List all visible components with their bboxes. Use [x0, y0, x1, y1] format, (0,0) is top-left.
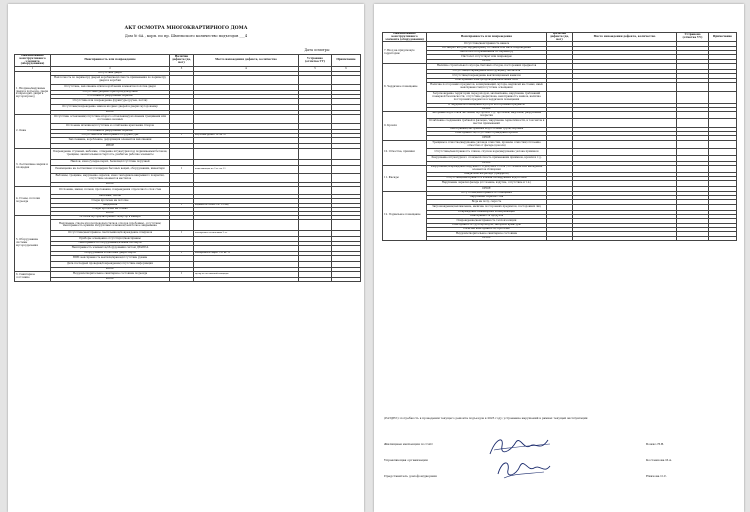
table-header-row: [383, 33, 737, 42]
defect-presence-cell: [547, 112, 573, 119]
defect-presence-cell: [170, 220, 194, 231]
signer-name-3: Ниязова О.С.: [646, 474, 668, 478]
defect-presence-cell: 1: [170, 165, 194, 174]
defect-description-cell: Неисправность/отсутствие ограждения кровли: [427, 132, 547, 136]
defect-description-cell: Наличие строительного мусора, бытовых отходов, посторонних предметов: [427, 63, 547, 69]
table-row: [15, 115, 361, 124]
defect-presence-cell: 1: [170, 272, 194, 278]
fixed-mark-cell: [677, 112, 709, 119]
defect-description-cell: Нарушение окраски стен: [427, 196, 547, 200]
fixed-mark-cell: [677, 82, 709, 91]
column-header: Устранено (отметка УУ): [299, 55, 332, 67]
remark-cell: [709, 236, 737, 240]
defect-description-cell: Запотевание, коробление, деформация элементов заполнения: [51, 138, 170, 144]
table-row: [15, 220, 361, 231]
defect-description-cell: Неплотность по периметру дверей коробки/неплотность примыкания по периметру двери и коробки: [51, 76, 170, 85]
element-name-cell: 6. Санитарное состояние: [15, 272, 51, 282]
defect-presence-cell: 1: [170, 134, 194, 138]
defect-presence-cell: [547, 82, 573, 91]
defect-presence-cell: [547, 91, 573, 103]
defect-presence-cell: 1: [170, 251, 194, 255]
defect-description-cell: Выбоины, трещины, нарушение окраски, износ материала накрывного покрытия, отсутствие элементов настилов: [51, 174, 170, 183]
defect-description-cell: Отслоение и разрушение окраски: [51, 129, 170, 133]
remark-cell: [709, 91, 737, 103]
act-title: АКТ ОСМОТРА МНОГОКВАРТИРНОГО ДОМА: [124, 26, 248, 31]
defect-description-cell: Отсутствие или повреждение фурнитуры (ручек, петли): [51, 99, 170, 105]
remark-cell: [332, 186, 361, 195]
element-name-cell: 9. Кровля: [383, 112, 427, 140]
defect-description-cell: ИНОЕ: [51, 182, 170, 186]
defect-description-cell: Неплотность примыкания по периметру: [427, 50, 547, 54]
defect-description-cell: Неудовлетворительное санитарное состояние: [427, 232, 547, 236]
defect-location-cell: [194, 115, 299, 124]
defect-presence-cell: 1: [170, 203, 194, 207]
signer-name-2: Костенкова И.А.: [646, 458, 673, 462]
defect-description-cell: Остатки мусора/засоренность/мусор в камере: [51, 216, 170, 220]
defect-location-cell: [573, 140, 677, 149]
defect-location-cell: отсутствие ручки 1 эт. кв. 29: [194, 134, 299, 138]
remark-cell: [332, 220, 361, 231]
defect-description-cell: ИНОЕ: [51, 278, 170, 282]
column-header: Примечание: [709, 33, 737, 42]
defect-location-cell: мусор на лестничной площадке: [194, 272, 299, 278]
defect-description-cell: ИНОЕ: [51, 144, 170, 148]
defect-description-cell: Ослабление соединения гребней и фальцев / нарушение герметичности, в том числе в местах примыканий: [427, 118, 547, 127]
table-header-row: [15, 55, 361, 67]
table-row: [383, 166, 737, 173]
table-row: [383, 82, 737, 91]
defect-description-cell: Следы протечек на стенах: [51, 207, 170, 211]
defect-presence-cell: [170, 186, 194, 195]
defect-description-cell: Отсутствие остекления/отсутствие второго остекления/дополнения трещинами или состояния оконных: [51, 115, 170, 124]
defect-description-cell: Повреждение ступеней, выбоины, отпадение штукатурки под поднимаемым бетоном, трещины, значительная истертость, разбитые рабочие элементы: [51, 148, 170, 159]
defect-presence-cell: [170, 278, 194, 282]
remark-cell: [332, 115, 361, 124]
column-header: Неисправность или повреждение: [51, 55, 170, 67]
defect-description-cell: Отсутствие/повреждение замков входных дверей в дверях мусорокамер: [51, 105, 170, 111]
defect-description-cell: Вандализм: [51, 203, 170, 207]
defect-description-cell: ИНОЕ: [427, 136, 547, 140]
column-header: Наименование конструктивного элемента (оборудования): [15, 55, 51, 67]
defect-description-cell: Вода на полу, сырость: [427, 200, 547, 204]
element-name-cell: 2. Окна: [15, 115, 51, 148]
defect-description-cell: Отсутствие, заполнение и/или коробления элементов полотна двери: [51, 84, 170, 90]
defect-description-cell: Трещины в отмостке/нарушение уклонов отмостки, провалы отмостки/отслоение отмостки от фасада (цоколя): [427, 140, 547, 149]
remark-cell: [709, 140, 737, 149]
fixed-mark-cell: [299, 186, 332, 195]
signer-name-1: Божко Н.В.: [646, 442, 665, 446]
defect-description-cell: Загромождение территории перед входом, захламление, нарушение требований пожарной безопасности, отсутствие двери/люка, неисправность замков, наличие посторонних предметов в чердачном помещении: [427, 91, 547, 103]
table-row: [383, 91, 737, 103]
defect-description-cell: Выбоины, сколы: [51, 195, 170, 199]
defect-location-cell: [194, 174, 299, 183]
column-header: Место нахождения дефекта, количество: [573, 33, 677, 42]
defect-presence-cell: [547, 236, 573, 240]
remark-cell: [332, 165, 361, 174]
defect-description-cell: ИНОЕ: [51, 111, 170, 115]
defect-description-cell: Размещение на лестничных площадках бытовых вещей, оборудования, инвентаря: [51, 165, 170, 174]
column-number: 2: [51, 67, 170, 72]
table-row: [383, 140, 737, 149]
defect-description-cell: Отсутствие/неисправность элементов наружных водостоков: [427, 176, 547, 180]
table-row: [15, 278, 361, 282]
signer-role-2: Управляющая организация: [384, 458, 428, 462]
fixed-mark-cell: [299, 220, 332, 231]
column-header: Наименование конструктивного элемента (оборудования): [383, 33, 427, 42]
defect-location-cell: [573, 118, 677, 127]
fixed-mark-cell: [677, 140, 709, 149]
table-row: [15, 76, 361, 85]
act-subtitle: Дом № 6А , корп. по пр. Шмельского количество подъездов ___4: [124, 34, 248, 38]
defect-description-cell: Отсутствие/повреждение вентиляционных каналов: [427, 74, 547, 78]
fixed-mark-cell: [299, 278, 332, 282]
defect-location-cell: [194, 186, 299, 195]
column-number: 3: [170, 67, 194, 72]
defect-description-cell: Пистолет отсутствует или поврежден: [427, 55, 547, 59]
defect-description-cell: Неисправная электропроводка/кабельные сети: [427, 78, 547, 82]
element-name-cell: 10. Отмостка, приямки: [383, 140, 427, 165]
remark-cell: [332, 174, 361, 183]
defect-description-cell: Загромождение/захламление, наличие посторонних предметов, посторонних лиц: [427, 204, 547, 210]
defect-description-cell: ИНОЕ: [51, 267, 170, 271]
defect-description-cell: Оборудование и шахтные двери лифта: [51, 251, 170, 255]
defect-description-cell: Разрушение/повреждение наружного отделочного слоя / отслоение или выпадение элементов облицовки: [427, 166, 547, 173]
defect-description-cell: ИНОЕ: [427, 108, 547, 112]
defect-location-cell: вещи жильцов на 3 эт. кв. 11: [194, 165, 299, 174]
column-number: 5: [299, 67, 332, 72]
element-name-cell: 5. Оборудование системы мусороудаления: [15, 216, 51, 272]
remark-cell: [709, 118, 737, 127]
remark-cell: [709, 112, 737, 119]
defect-description-cell: Не закрыт вход на чердак/крышу по линии или иное повреждение: [427, 46, 547, 50]
defect-description-cell: Повреждение инженерных коммуникаций: [427, 210, 547, 214]
defect-presence-cell: [547, 166, 573, 173]
defect-location-cell: [194, 148, 299, 159]
inspection-date-label: Дата осмотра:: [304, 48, 330, 52]
element-name-cell: 4. Стены, потолки подъезда: [15, 186, 51, 215]
defect-presence-cell: [170, 174, 194, 183]
defect-description-cell: Следы протечек на потолке: [51, 199, 170, 203]
column-header: Наличие дефекта (да, нет): [170, 55, 194, 67]
defect-presence-cell: 1: [170, 231, 194, 237]
signer-role-1: Жилищная инспекция по САО: [384, 442, 433, 446]
remark-cell: [332, 278, 361, 282]
defect-description-cell: Отсутствие/неисправное светильников/повреждение плафонов: [51, 231, 170, 237]
column-header: Неисправность или повреждение: [427, 33, 547, 42]
defect-description-cell: Вандализм на фасаде (граффити): [427, 172, 547, 176]
defect-description-cell: Засорение водостоков листьями, мусором и т.д., протечки, надсечки, разрушение покрытия: [427, 112, 547, 119]
handwritten-signature-2: [494, 456, 554, 482]
element-name-cell: 3. Лестничные марши и площадки: [15, 148, 51, 186]
defect-description-cell: Отсутствие или неисправность фурнитуры: [51, 134, 170, 138]
defect-description-cell: Отсутствие/неисправность сливов, спусков воды/нарушение уклона приямков: [427, 149, 547, 155]
defect-location-cell: [194, 76, 299, 85]
defect-description-cell: Наличие неисправности, протечек: [427, 228, 547, 232]
defect-location-cell: [194, 278, 299, 282]
fixed-mark-cell: [299, 174, 332, 183]
footer-note: (РАЗДЕЛ): потребность в проведении текущего ремонта подъездов в 2025 году; устранение нарушений в рамках текущей эксплуатации: [384, 416, 588, 420]
defect-location-cell: неисправны светильники 2 эт.: [194, 231, 299, 237]
defect-description-cell: Дата последней проверки/повреждение/отсутствие информации: [51, 261, 170, 267]
defect-location-cell: [573, 166, 677, 173]
defect-location-cell: [573, 82, 677, 91]
element-name-cell: 7. Вход на придомовую территорию: [383, 42, 427, 63]
table-row: [15, 148, 361, 159]
defect-description-cell: Неудовлетворительное санитарное состояние подъезда: [51, 272, 170, 278]
element-name-cell: 11. Фасады: [383, 166, 427, 192]
fixed-mark-cell: [299, 165, 332, 174]
column-header: Место нахождения дефекта, количество: [194, 55, 299, 67]
defect-description-cell: ИНОЕ: [427, 236, 547, 240]
column-header: Устранено (отметка УУ): [677, 33, 709, 42]
defect-location-cell: неисправность лифта 1 эт. кв. 12: [194, 251, 299, 255]
defect-description-cell: Отсутствие/неисправность навеса: [427, 42, 547, 46]
element-name-cell: 1. Входные/наружные двери в подъезде, двери в переходах, двери в мусоропровод: [15, 72, 51, 115]
defect-presence-cell: [170, 76, 194, 85]
table-row: [15, 174, 361, 183]
defect-description-cell: Неисправность продухов: [427, 215, 547, 219]
remark-cell: [332, 148, 361, 159]
defect-description-cell: Отслоение, мазки, потеки, протекания, повреждения отделочного слоя стен: [51, 186, 170, 195]
defect-description-cell: ИНОЕ: [51, 211, 170, 215]
defect-description-cell: Нарушение окраски фасада (отслоение, вздутие, отсутствие и т.п.): [427, 181, 547, 187]
defect-description-cell: ИНОЕ: [427, 187, 547, 191]
remark-cell: [709, 166, 737, 173]
defect-description-cell: Отсутствие дверных приборов/доводчика: [51, 90, 170, 94]
defect-description-cell: Повреждение/неисправность теплоизоляции: [427, 219, 547, 223]
defect-description-cell: ИНОЕ: [427, 161, 547, 165]
fixed-mark-cell: [677, 236, 709, 240]
defect-description-cell: Отсутствие/повреждение конструкций/утеплителя: [427, 70, 547, 74]
element-name-cell: 8. Чердачное помещение: [383, 63, 427, 111]
fixed-mark-cell: [677, 166, 709, 173]
defect-description-cell: В чердачном помещении мусор и посторонние предметы: [427, 103, 547, 107]
defect-location-cell: [194, 220, 299, 231]
inspection-table-1: [14, 54, 361, 282]
document-page-1: [8, 4, 364, 512]
defect-presence-cell: [547, 118, 573, 127]
defect-location-cell: [573, 91, 677, 103]
defect-location-cell: надписи на стенах 4 эт. 2-3 под.: [194, 203, 299, 207]
table-row: [383, 112, 737, 119]
defect-description-cell: Отсутствие двери: [51, 72, 170, 76]
defect-description-cell: Отсутствие/неисправность освещения: [427, 191, 547, 195]
table-row: [383, 118, 737, 127]
defect-presence-cell: [547, 140, 573, 149]
remark-cell: [332, 76, 361, 85]
defect-description-cell: Неисправные/засоренные водосточные трубы, воронки: [427, 127, 547, 131]
fixed-mark-cell: [299, 115, 332, 124]
defect-location-cell: [573, 236, 677, 240]
defect-description-cell: Неисправность трубопроводов, запорной арматуры: [427, 223, 547, 227]
defect-description-cell: Неисправность элементов/оборудования систем ДУиППА: [51, 245, 170, 251]
inspection-table-2: [382, 32, 737, 241]
column-number: 1: [15, 67, 51, 72]
document-page-2: [374, 4, 744, 512]
fixed-mark-cell: [299, 76, 332, 85]
table-row: [383, 236, 737, 240]
defect-presence-cell: [170, 115, 194, 124]
defect-description-cell: Нарушение ствола мусоропровода/остатков отходов (пробоины), отсутствие/неисправность крышек загрузочных клапанов/ неплотное закрывание: [51, 220, 170, 231]
table-row: [15, 186, 361, 195]
defect-description-cell: Приборы освещения отсутствуют/неисправны: [51, 237, 170, 241]
defect-description-cell: ВПВ: неисправность вентиля/кранов/отсутствие рукава: [51, 255, 170, 261]
defect-description-cell: Наличие посторонних предметов, коммуникаций, мусора, надписей на стенах, иных неисправностей/отсутствие освещения: [427, 82, 547, 91]
fixed-mark-cell: [677, 91, 709, 103]
defect-description-cell: Отслоение и разрушение окраски: [51, 95, 170, 99]
defect-description-cell: ИНОЕ: [427, 59, 547, 63]
defect-description-cell: Неисправность оборудования/элементов лифта: [51, 241, 170, 245]
element-name-cell: 12. Подвальное помещение: [383, 191, 427, 240]
defect-description-cell: Отслоение штапиков/отсутствие и ослабление крепления створок: [51, 123, 170, 129]
defect-description-cell: Наклон, износ/усадка перил, балясин/отсутствие поручней: [51, 159, 170, 165]
table-row: [15, 165, 361, 174]
defect-presence-cell: [170, 148, 194, 159]
fixed-mark-cell: [299, 148, 332, 159]
column-number: 6: [332, 67, 361, 72]
column-number: 4: [194, 67, 299, 72]
defect-location-cell: [573, 112, 677, 119]
remark-cell: [709, 82, 737, 91]
column-header: Примечание: [332, 55, 361, 67]
column-header: Наличие дефекта (да, нет): [547, 33, 573, 42]
defect-description-cell: Разрушение штукатурного слоя/неплотность примыкания приямков, кровли и т.д.: [427, 155, 547, 161]
signer-role-3: Представитель домофон/дворник: [384, 474, 437, 478]
fixed-mark-cell: [677, 118, 709, 127]
